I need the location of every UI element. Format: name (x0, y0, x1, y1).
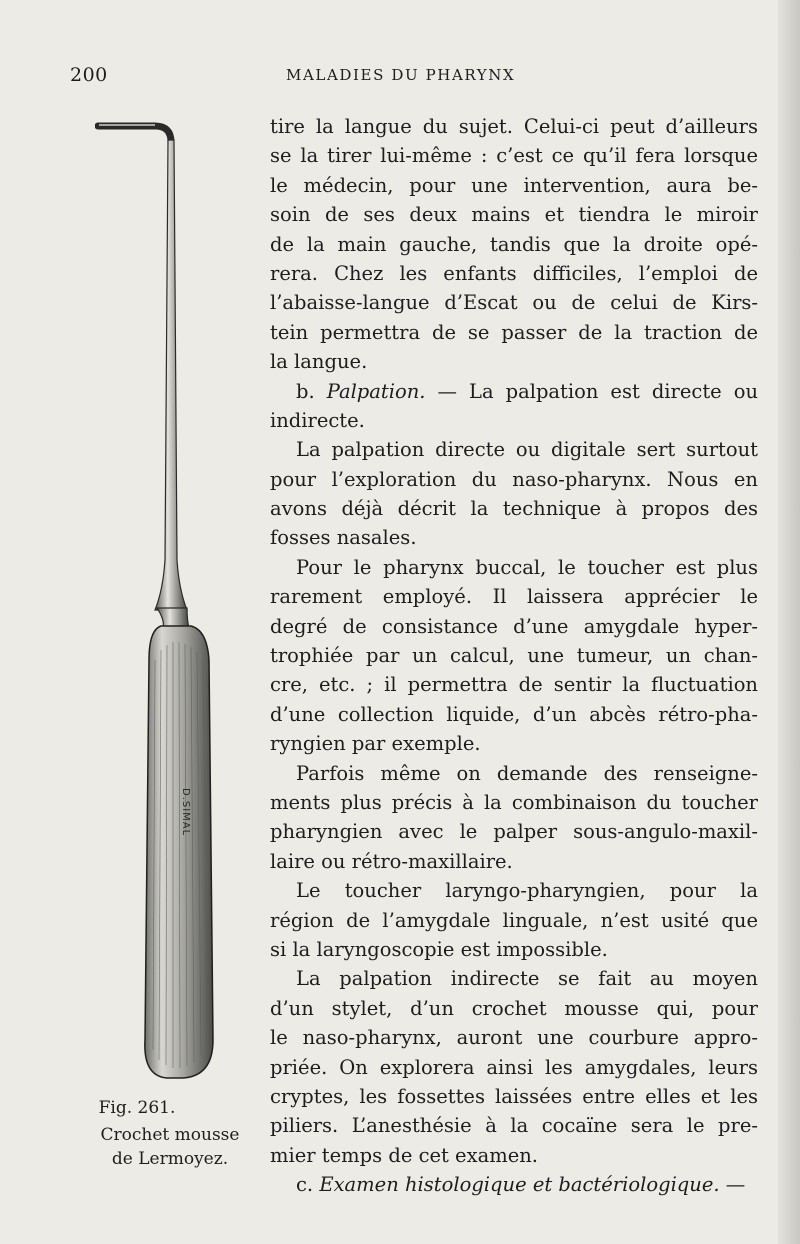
text-line: d’un stylet, d’un crochet mousse qui, pour (270, 996, 758, 1020)
figure-caption-line-2: de Lermoyez. (111, 1149, 229, 1169)
text-line: avons déjà décrit la technique à propos des (270, 497, 758, 521)
text-line: ments plus précis à la combinaison du toucher (270, 790, 758, 814)
text-line: tein permettra de se passer de la traction de (270, 320, 758, 344)
section-heading-palpation (270, 377, 758, 406)
text-line: soin de ses deux mains et tiendra le miroir (270, 203, 758, 227)
maker-stamp: D.SIMAL (180, 788, 191, 837)
text-line: Parfois même on demande des renseigne- (296, 761, 758, 785)
text-line: priée. On explorera ainsi les amygdales, leurs (270, 1055, 758, 1079)
text-line: tire la langue du sujet. Celui-ci peut d’ailleurs (270, 115, 758, 138)
section-heading-examen (270, 1170, 758, 1199)
text-line: pharyngien avec le palper sous-angulo-maxil- (270, 820, 758, 844)
section-letter: b. (296, 379, 327, 403)
section-lead: — La palpation est directe ou (425, 379, 758, 403)
text-line: le médecin, pour une intervention, aura be- (270, 173, 758, 197)
figure-label: Fig. 261. (98, 1098, 176, 1118)
text-line: d’une collection liquide, d’un abcès rétro-pha- (270, 702, 758, 726)
text-line: Pour le pharynx buccal, le toucher est plus (296, 555, 758, 579)
text-line: ryngien par exemple. (270, 732, 481, 756)
text-line: pour l’exploration du naso-pharynx. Nous en (270, 467, 758, 491)
text-line: Le toucher laryngo-pharyngien, pour la (296, 879, 758, 903)
body-text (270, 112, 758, 1199)
text-line: de la main gauche, tandis que la droite opé- (270, 232, 758, 256)
text-line: degré de consistance d’une amygdale hyper- (270, 614, 758, 638)
text-line: région de l’amygdale linguale, n’est usité que (270, 908, 758, 932)
figure-261 (80, 110, 260, 1190)
text-line: piliers. L’anesthésie à la cocaïne sera le pre- (270, 1114, 758, 1138)
text-line: La palpation indirecte se fait au moyen (296, 967, 758, 991)
text-line: fosses nasales. (270, 526, 417, 550)
text-line: se la tirer lui-même : c’est ce qu’il fera lorsque (270, 144, 758, 168)
chapter-title: MALADIES DU PHARYNX (286, 66, 516, 84)
text-line: la langue. (270, 350, 368, 374)
running-head (70, 64, 760, 92)
text-line: cre, etc. ; il permettra de sentir la fluctuation (270, 673, 758, 697)
figure-caption-line-1: Crochet mousse (100, 1125, 240, 1145)
text-line: mier temps de cet examen. (270, 1143, 539, 1167)
text-line: rera. Chez les enfants difficiles, l’emploi de (270, 261, 758, 285)
section-letter: c. (296, 1173, 320, 1197)
page-edge-shadow (778, 0, 800, 1244)
text-line: si la laryngoscopie est impossible. (270, 937, 608, 961)
text-line: le naso-pharynx, auront une courbure appro- (270, 1026, 758, 1050)
text-line: trophiée par un calcul, une tumeur, un chan- (270, 644, 758, 668)
text-line: rarement employé. Il laissera apprécier le (270, 585, 758, 609)
blunt-hook-instrument-illustration (95, 120, 225, 1090)
text-line: La palpation directe ou digitale sert surtout (296, 438, 758, 462)
text-line: l’abaisse-langue d’Escat ou de celui de Kirs- (270, 291, 758, 315)
page-number: 200 (70, 64, 108, 86)
text-line: cryptes, les fossettes laissées entre elles et les (270, 1084, 758, 1108)
text-line: indirecte. (270, 408, 365, 432)
section-title: Palpation. (326, 379, 426, 403)
section-lead: — (719, 1173, 746, 1197)
section-title: Examen histologique et bactériologique. (319, 1173, 720, 1197)
text-line: laire ou rétro-maxillaire. (270, 849, 513, 873)
